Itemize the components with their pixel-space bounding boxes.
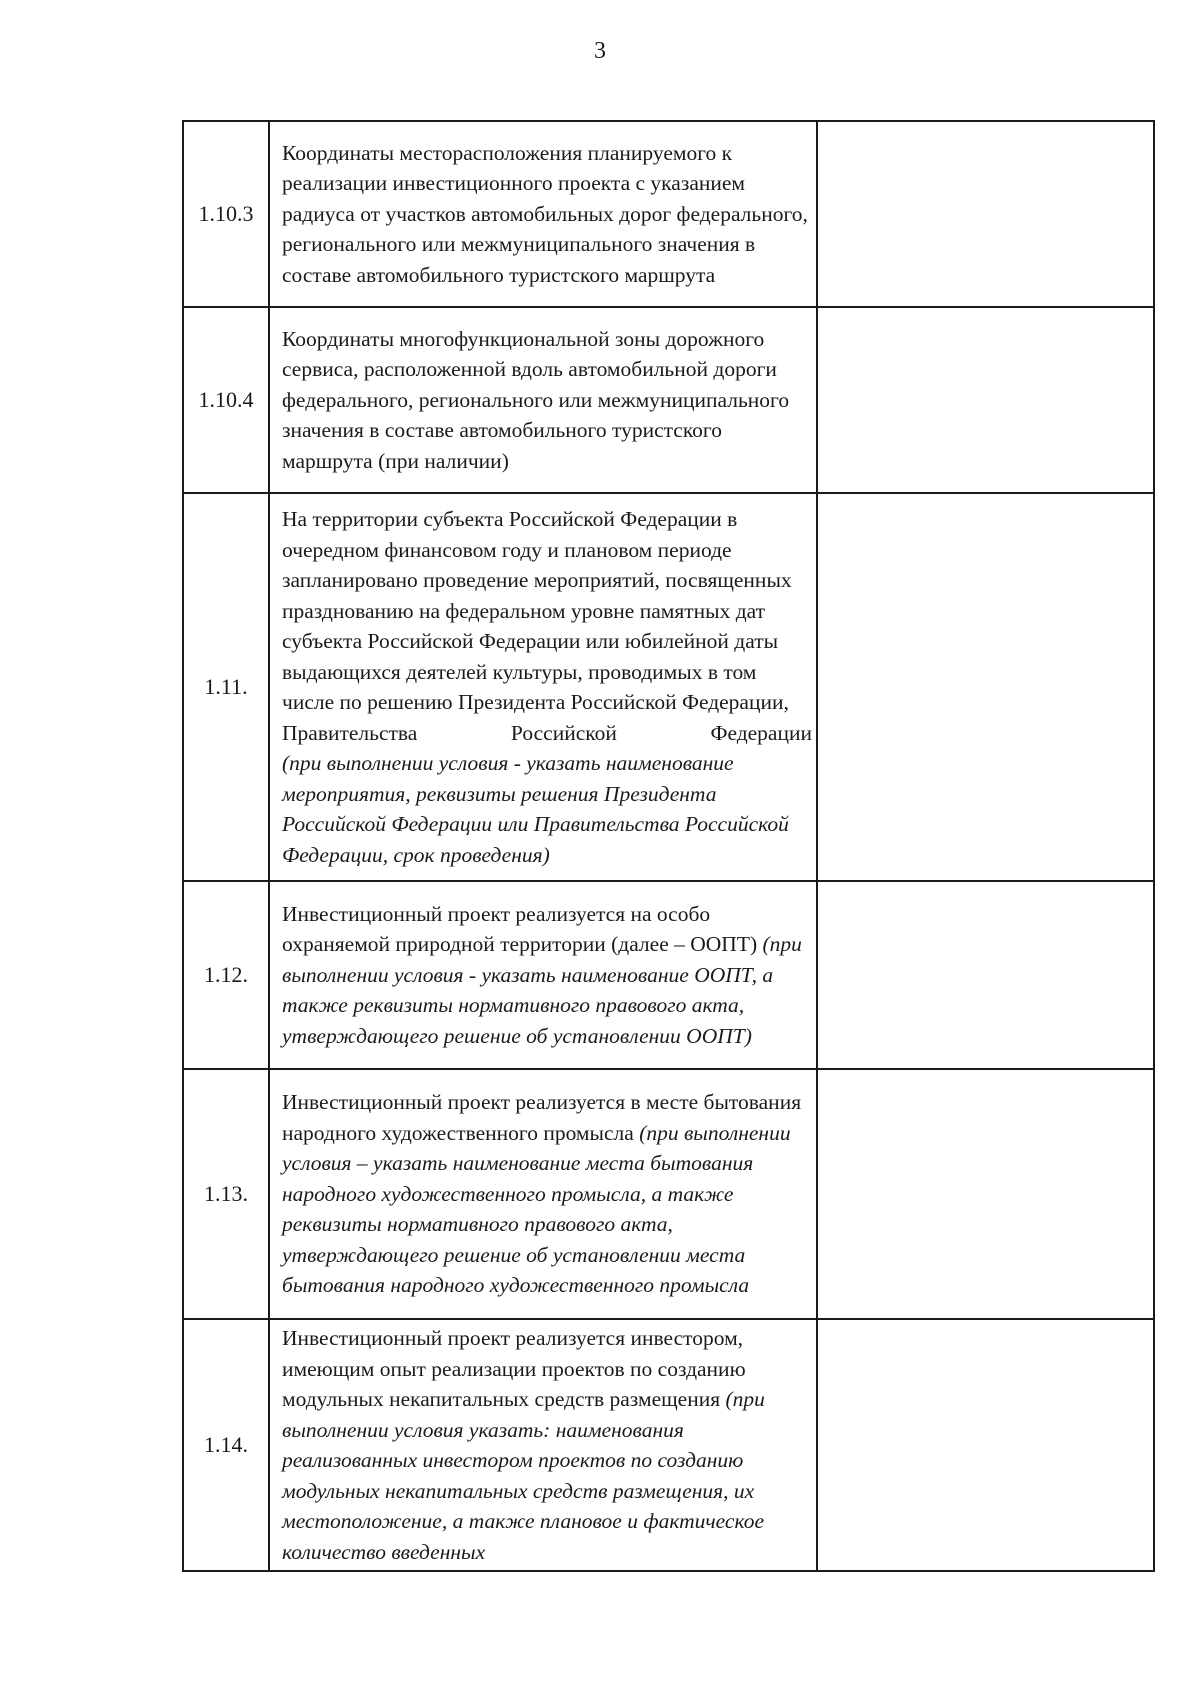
row-number: 1.14.	[183, 1319, 269, 1571]
row-text: Координаты месторасположения планируемого к реализации инвестиционного проекта с указанием радиуса от участков автомобильных дорог федерального, регионального или межмуниципального значения в составе автомобильного туристского маршрута	[282, 140, 808, 287]
row-value-cell[interactable]	[817, 493, 1154, 881]
table-row	[183, 1069, 1154, 1319]
row-value-cell[interactable]	[817, 1319, 1154, 1571]
row-text: Инвестиционный проект реализуется инвестором, имеющим опыт реализации проектов по созданию модульных некапитальных средств размещения	[282, 1326, 746, 1411]
table-row	[183, 307, 1154, 493]
row-number: 1.11.	[183, 493, 269, 881]
row-description	[269, 493, 817, 881]
row-note: (при выполнении условия - указать наименование ООПТ, а также реквизиты нормативного правового акта, утверждающего решение об установлении ООПТ)	[282, 932, 802, 1048]
page-number: 3	[594, 38, 606, 64]
table-row	[183, 493, 1154, 881]
row-number: 1.10.3	[183, 121, 269, 307]
row-description	[269, 881, 817, 1069]
row-description	[269, 121, 817, 307]
row-note: (при выполнении условия указать: наименования реализованных инвестором проектов по созданию модульных некапитальных средств размещения, их местоположение, а также плановое и фактическое количество введенных	[282, 1387, 765, 1564]
row-text: Инвестиционный проект реализуется на особо охраняемой природной территории (далее – ООПТ)	[282, 901, 758, 957]
table-row	[183, 1319, 1154, 1571]
row-number: 1.12.	[183, 881, 269, 1069]
row-text: Инвестиционный проект реализуется в месте бытования народного художественного промысла	[282, 1090, 802, 1145]
row-value-cell[interactable]	[817, 1069, 1154, 1319]
row-description	[269, 1069, 817, 1319]
table-row	[183, 881, 1154, 1069]
criteria-table	[182, 120, 1155, 1572]
row-number: 1.10.4	[183, 307, 269, 493]
table-row	[183, 121, 1154, 307]
row-description	[269, 307, 817, 493]
row-number: 1.13.	[183, 1069, 269, 1319]
row-value-cell[interactable]	[817, 881, 1154, 1069]
row-note: (при выполнении условия - указать наименование мероприятия, реквизиты решения Президента Российской Федерации или Правительства Российской Федерации, срок проведения)	[282, 751, 789, 867]
row-value-cell[interactable]	[817, 121, 1154, 307]
row-description	[269, 1319, 817, 1571]
row-text-justified: Правительства Российской Федерации	[282, 720, 812, 745]
row-text: Координаты многофункциональной зоны дорожного сервиса, расположенной вдоль автомобильной дороги федерального, регионального или межмуниципального значения в составе автомобильного туристского маршрута (при наличии)	[282, 326, 790, 473]
row-value-cell[interactable]	[817, 307, 1154, 493]
row-note: (при выполнении условия – указать наименование места бытования народного художественного промысла, а также реквизиты нормативного правового акта, утверждающего решение об установлении места бытования народного художественного промысла	[282, 1120, 791, 1298]
row-text: На территории субъекта Российской Федерации в очередном финансовом году и плановом периоде запланировано проведение мероприятий, посвященных празднованию на федеральном уровне памятных дат субъекта Российской Федерации или юбилейной даты выдающихся деятелей культуры, проводимых в том числе по решению Президента Российской Федерации,	[282, 507, 792, 714]
